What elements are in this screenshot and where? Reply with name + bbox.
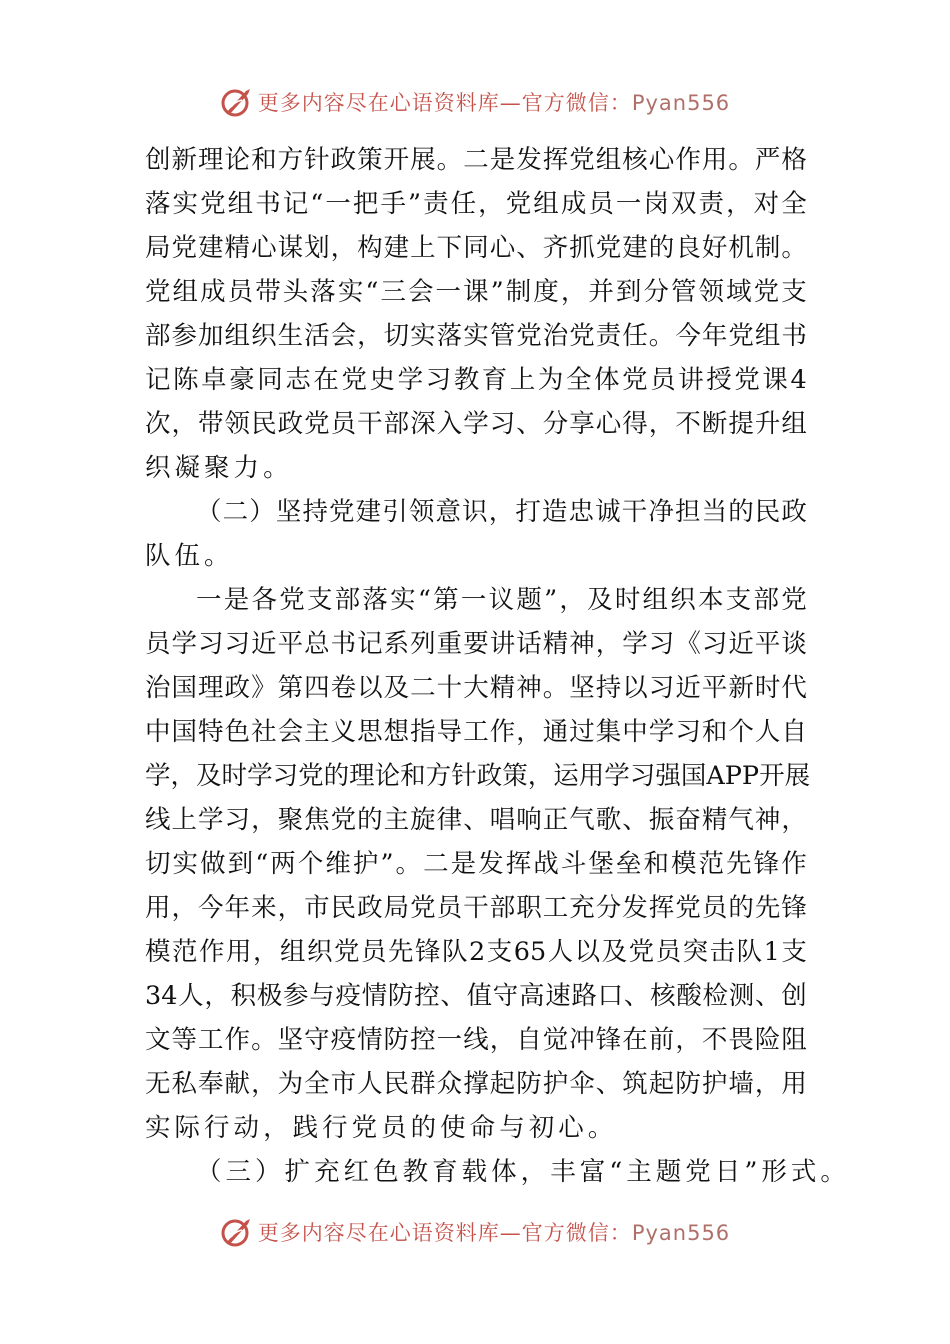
text-line: 次 ， 带 领 民 政 党 员 干 部 深 入 学 习 、 分 享 心 得 ， 不 断 提 升 组 [145, 409, 807, 439]
text-line: 创 新 理 论 和 方 针 政 策 开 展 。 二 是 发 挥 党 组 核 心 作 用 。 严 格 [145, 145, 807, 175]
text-line: 织 凝 聚 力 。 [145, 453, 289, 483]
document-body [145, 138, 846, 1194]
text-line: 线 上 学 习 ， 聚 焦 党 的 主 旋 律 、 唱 响 正 气 歌 、 振 奋 精 气 神 ， [145, 805, 807, 835]
text-line: （ 三 ） 扩 充 红 色 教 育 载 体 ， 丰 富 “ 主 题 党 日 ” 形 式 。 [196, 1157, 846, 1187]
text-line: 一 是 各 党 支 部 落 实 “ 第 一 议 题 ” ， 及 时 组 织 本 支 部 党 [196, 585, 807, 615]
text-line: 实 际 行 动 ， 践 行 党 员 的 使 命 与 初 心 。 [145, 1113, 614, 1143]
text-line: 治 国 理 政 》 第 四 卷 以 及 二 十 大 精 神 。 坚 持 以 习 近 平 新 时 代 [145, 673, 807, 703]
wechat-id: Pyan556 [631, 91, 731, 115]
text-line: 模 范 作 用 ， 组 织 党 员 先 锋 队 2 支 65 人 以 及 党 员 突 击 队 1 支 [145, 937, 807, 967]
text-line: 学 ， 及 时 学 习 党 的 理 论 和 方 针 政 策 ， 运 用 学 习 强 国 APP 开 展 [145, 761, 811, 791]
text-line: （ 二 ） 坚 持 党 建 引 领 意 识 ， 打 造 忠 诚 干 净 担 当 的 民 政 [196, 497, 807, 527]
text-line: 用 ， 今 年 来 ， 市 民 政 局 党 员 干 部 职 工 充 分 发 挥 党 员 的 先 锋 [145, 893, 807, 923]
text-line: 部 参 加 组 织 生 活 会 ， 切 实 落 实 管 党 治 党 责 任 。 今 年 党 组 书 [145, 321, 807, 351]
text-line: 34 人 ， 积 极 参 与 疫 情 防 控 、 值 守 高 速 路 口 、 核 酸 检 测 、 创 [145, 981, 807, 1011]
text-line: 局 党 建 精 心 谋 划 ， 构 建 上 下 同 心 、 齐 抓 党 建 的 良 好 机 制 。 [145, 233, 807, 263]
text-line: 文 等 工 作 。 坚 守 疫 情 防 控 一 线 ， 自 觉 冲 锋 在 前 ， 不 畏 险 阻 [145, 1025, 807, 1055]
text-line: 无 私 奉 献 ， 为 全 市 人 民 群 众 撑 起 防 护 伞 、 筑 起 防 护 墙 ， 用 [145, 1069, 807, 1099]
text-line: 切 实 做 到 “ 两 个 维 护 ” 。 二 是 发 挥 战 斗 堡 垒 和 模 范 先 锋 作 [145, 849, 807, 879]
text-line: 队 伍 。 [145, 541, 230, 571]
text-line: 党 组 成 员 带 头 落 实 “ 三 会 一 课 ” 制 度 ， 并 到 分 管 领 域 党 支 [145, 277, 807, 307]
pen-circle-logo-icon [220, 85, 254, 119]
header-watermark [0, 82, 950, 122]
footer-watermark [0, 1212, 950, 1252]
wechat-id: Pyan556 [631, 1221, 731, 1245]
watermark-text: 更多内容尽在心语资料库—官方微信： [257, 1221, 632, 1245]
pen-circle-logo-icon [220, 1215, 254, 1249]
text-line: 中 国 特 色 社 会 主 义 思 想 指 导 工 作 ， 通 过 集 中 学 习 和 个 人 自 [145, 717, 807, 747]
text-line: 员 学 习 习 近 平 总 书 记 系 列 重 要 讲 话 精 神 ， 学 习 《 习 近 平 谈 [145, 629, 807, 659]
text-line: 记 陈 卓 豪 同 志 在 党 史 学 习 教 育 上 为 全 体 党 员 讲 授 党 课 4 [145, 365, 807, 395]
text-line: 落 实 党 组 书 记 “ 一 把 手 ” 责 任 ， 党 组 成 员 一 岗 双 责 ， 对 全 [145, 189, 807, 219]
watermark-text: 更多内容尽在心语资料库—官方微信： [257, 91, 632, 115]
